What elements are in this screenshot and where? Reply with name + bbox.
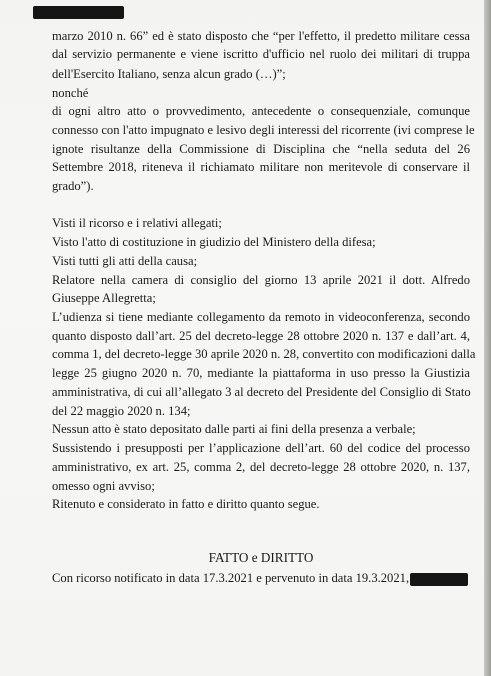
text-line: Nessun atto è stato depositato dalle parti ai fini della presenza a verbale;	[52, 422, 416, 436]
text-line: Relatore nella camera di consiglio del giorno 13 aprile 2021 il dott. Alfredo	[52, 273, 470, 287]
text-line: omesso ogni avviso;	[52, 479, 155, 493]
text-line: dal servizio permanente e viene iscritto d'ufficio nel ruolo dei militari di truppa	[52, 47, 470, 61]
text-line: Visto l'atto di costituzione in giudizio del Ministero della difesa;	[52, 235, 376, 249]
text-line: comma 1, del decreto-legge 30 aprile 2020 n. 28, convertito con modificazioni dalla	[52, 347, 476, 361]
page-edge	[484, 0, 491, 676]
text-line: Visti il ricorso e i relativi allegati;	[52, 216, 222, 230]
text-line: dell'Esercito Italiano, senza alcun grado (…)”;	[52, 67, 286, 81]
text-line: Ritenuto e considerato in fatto e diritto quanto segue.	[52, 497, 320, 511]
text-line: legge 25 giugno 2020 n. 70, mediante la piattaforma in uso presso la Giustizia	[52, 366, 470, 380]
text-line: grado”).	[52, 179, 94, 193]
text-line: L’udienza si tiene mediante collegamento da remoto in videoconferenza, secondo	[52, 310, 470, 324]
redaction-bar	[33, 6, 124, 19]
text-line: Settembre 2018, riteneva il richiamato militare non meritevole di conservare il	[52, 160, 470, 174]
text-line: Con ricorso notificato in data 17.3.2021 e pervenuto in data 19.3.2021,	[52, 571, 410, 585]
text-line: quanto disposto dall’art. 25 del decreto-legge 28 ottobre 2020 n. 137 e dall’art. 4,	[52, 329, 470, 343]
text-line: connesso con l'atto impugnato e lesivo degli interessi del ricorrente (ivi comprese le	[52, 123, 475, 137]
text-line: Visti tutti gli atti della causa;	[52, 254, 198, 268]
text-line: ignote risultanze della Commissione di Disciplina che “nella seduta del 26	[52, 142, 470, 156]
text-line: Sussistendo i presupposti per l’applicazione dell’art. 60 del codice del processo	[52, 441, 470, 455]
text-line: Giuseppe Allegretta;	[52, 291, 156, 305]
text-line: del 22 maggio 2020 n. 134;	[52, 404, 191, 418]
text-line: marzo 2010 n. 66” ed è stato disposto che “per l'effetto, il predetto militare cessa	[52, 29, 470, 43]
section-heading: FATTO e DIRITTO	[208, 550, 314, 565]
text-line: amministrativa, di cui all’allegato 3 al decreto del Presidente del Consiglio di Stato	[52, 385, 471, 399]
redaction-bar	[410, 573, 468, 586]
text-line: amministrativo, ex art. 25, comma 2, del decreto-legge 28 ottobre 2020, n. 137,	[52, 460, 470, 474]
text-line: di ogni altro atto o provvedimento, antecedente o consequenziale, comunque	[52, 104, 470, 118]
text-line: nonché	[52, 86, 89, 100]
